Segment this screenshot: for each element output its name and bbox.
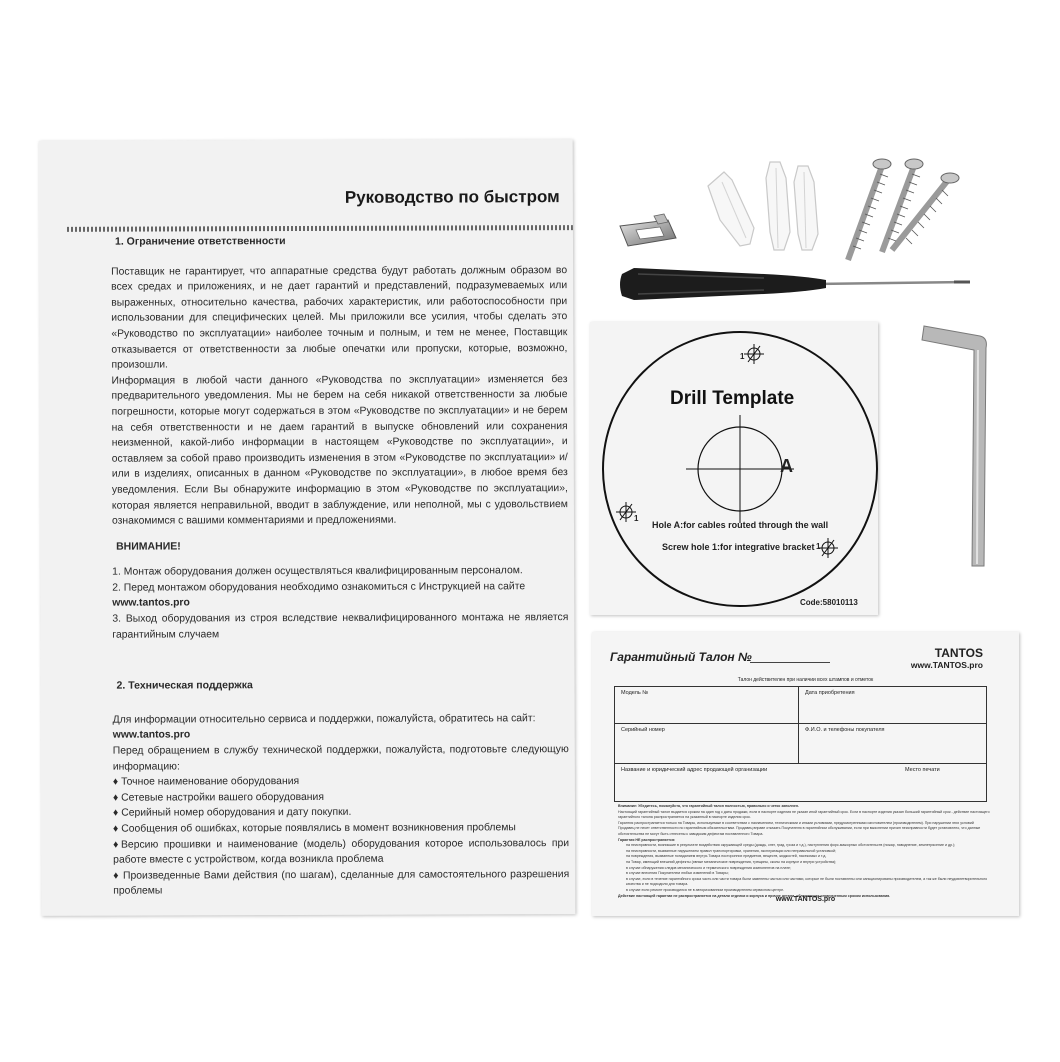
fine-print-line: Гарантия распространяется только на Товары, используемые в соответствии с назначением, техническими и иными условиями, предусмотренными изготовителем (производителем). При нарушении этих условий Продавец не несет ответственности по гарантийным обязательствам. Продавец вправе отказать Покупателю в гарантийном обслуживании, если при выяснении причин неисправности будет установлено, что данные обстоятельства не могут быть отнесены к заводским дефектам поставленного Товара.	[618, 820, 981, 836]
warning-item: 1. Монтаж оборудования должен осуществляться квалифицированным персоналом.	[112, 565, 523, 578]
fine-print-line: на повреждения, вызванные попаданием внутрь Товара посторонних предметов, веществ, жидкостей, насекомых и т.д.	[626, 854, 827, 859]
field-serial: Серийный номер	[621, 727, 665, 733]
fine-print-line: в случае, если в течение гарантийного срока часть или части товара были заменены частью или частями, которые не были поставлены или санкционированы производителем, а так же были неудовлетворительного качества и не подходили для товара.	[626, 876, 988, 887]
warning-heading: ВНИМАНИЕ!	[116, 540, 181, 553]
support-item: ♦ Сообщения об ошибках, которые появлялись в момент возникновения проблемы	[113, 822, 516, 835]
fine-print-line: на неисправности, возникшие в результате воздействия окружающей среды (дождь, снег, град, гроза и т.д.), наступления форс-мажорных обстоятельств (пожар, наводнение, землетрясение и др.);	[626, 843, 956, 848]
manual-body	[111, 233, 570, 900]
warranty-number-line	[750, 662, 830, 663]
section1-heading: 1. Ограничение ответственности	[114, 235, 286, 248]
section1-paragraph-2: Информация в любой части данного «Руководства по эксплуатации» изменяется без предварительного уведомления. Мы не берем на себя никакой ответственности за любые погрешности, которые могут содержаться в этом «Руководстве по эксплуатации» и не берем на себя ответственности и не даем гарантий в выпуске обновлений или сохранения неизменной, какой-либо информации в настоящем «Руководстве по эксплуатации», и оставляем за собой право производить изменения в этом «Руководстве по эксплуатации» и/или в изделиях, описанных в данном «Руководстве по эксплуатации», в любое время без уведомления. Если Вы обнаружите информацию в этом «Руководстве по эксплуатации», которая является неправильной, вводит в заблуждение, или неполной, мы с удовольствием ознакомимся с вашими комментариями и предложениями.	[111, 373, 568, 527]
screws-icon	[836, 152, 966, 264]
fine-print-line: Внимание: Убедитесь, пожалуйста, что гарантийный талон полностью, правильно и четко заполнен.	[618, 804, 800, 808]
screw-hole-description: Screw hole 1:for integrative bracket	[662, 542, 815, 552]
section2-heading: 2. Техническая поддержка	[116, 679, 253, 692]
drill-template-title: Drill Template	[670, 388, 795, 409]
fine-print-line: Действие настоящей гарантии не распространяется на детали отделки и корпуса и прочие детали, обладающие ограниченным сроком использования.	[618, 893, 891, 898]
support-item: ♦Версию прошивки и наименование (модель) оборудования которое использовалось при работе вместе с устройством, когда возникла проблема	[113, 837, 570, 866]
field-seller: Название и юридический адрес продающей организации	[621, 767, 768, 773]
warning-item-site: www.tantos.pro	[112, 597, 190, 610]
field-purchase-date: Дата приобретения	[805, 690, 855, 696]
fine-print-line: Гарантия НЕ распространяется:	[618, 837, 676, 842]
warranty-fields-table	[614, 686, 987, 802]
warranty-card	[592, 632, 1019, 916]
manual-dotted-rule	[67, 225, 573, 232]
fine-print-line: в случае если ремонт производился не в авторизованном производителем сервисном центре.	[626, 887, 785, 892]
warranty-fine-print	[618, 804, 990, 899]
support-item: ♦ Серийный номер оборудования и дату покупки.	[112, 807, 352, 820]
template-code: Code:58010113	[800, 598, 858, 607]
screw-hole-label-right: 1	[816, 542, 821, 551]
fine-print-line: на неисправности, вызванные нарушением правил транспортировки, хранения, эксплуатации или неправильной установкой;	[626, 848, 837, 853]
warning-item: 2. Перед монтажом оборудования необходимо ознакомиться с Инструкцией на сайте	[112, 581, 526, 594]
quick-guide-sheet	[39, 139, 576, 916]
allen-key-icon	[916, 320, 996, 572]
support-item: ♦ Точное наименование оборудования	[112, 776, 300, 788]
warranty-footer-site: www.TANTOS.pro	[775, 896, 836, 903]
field-model: Модель №	[621, 690, 649, 696]
section2-paragraph-1: Для информации относительно сервиса и поддержки, пожалуйста, обратитесь на сайт:	[112, 713, 536, 726]
warning-item: 3. Выход оборудования из строя вследствие неквалифицированного монтажа не является гарантийным случаем	[112, 612, 569, 641]
brand-site: www.TANTOS.pro	[910, 660, 983, 670]
field-buyer: Ф.И.О. и телефоны покупателя	[805, 727, 885, 733]
screw-hole-label-left: 1	[634, 514, 639, 523]
metal-clip-icon	[614, 212, 684, 254]
warranty-validity-note: Талон действителен при наличии всех штампов и отметок	[737, 677, 874, 683]
fine-print-line: на Товар, имеющий внешний дефекты (явные механические повреждения, трещины, сколы на корпусе и внутри устройства);	[626, 859, 837, 864]
section2-paragraph-2: Перед обращением в службу технической поддержки, пожалуйста, подготовьте следующую информацию:	[112, 744, 569, 773]
section1-paragraph-1: Поставщик не гарантирует, что аппаратные средства будут работать должным образом во всех средах и приложениях, и не дает гарантий и представлений, подразумеваемых или выраженных, относительно качества, рабочих характеристик, или работоспособности при использовании для специфических целей. Мы приложили все усилия, чтобы сделать это «Руководство по эксплуатации» наиболее точным и полным, и тем не менее, Поставщик отказывается от ответственности за любые опечатки или пропуски, которые, возможно, произошли.	[111, 264, 568, 371]
hole-a-description: Hole A:for cables routed through the wall	[652, 520, 829, 530]
wall-plugs-icon	[700, 158, 832, 258]
fine-print-line: Настоящий гарантийный талон выдается сроком на один год с даты продажи, если в паспорте изделия не указан иной гарантийный срок. Если в паспорте изделия указан больший гарантийный срок - действие настоящего гарантийного талона распространяется на указанный в паспорте изделия срок.	[618, 809, 990, 820]
drill-template-sheet	[590, 322, 878, 615]
screwdriver-icon	[614, 262, 972, 310]
hole-a-letter: A	[780, 456, 793, 476]
field-stamp: Место печати	[905, 767, 940, 773]
brand-name: TANTOS	[934, 646, 983, 660]
screw-hole-label-top: 1	[740, 352, 745, 361]
drill-template-graphic	[590, 322, 878, 615]
support-item: ♦ Сетевые настройки вашего оборудования	[112, 791, 324, 804]
section2-site: www.tantos.pro	[112, 729, 191, 742]
manual-title: Руководство по быстром	[344, 187, 560, 207]
warranty-title: Гарантийный Талон №	[610, 650, 752, 664]
support-item: ♦ Произведенные Вами действия (по шагам), сделанные для самостоятельного разрешения проблемы	[113, 868, 570, 898]
fine-print-line: в случае обнаружения следов механического и термического повреждения компонентов на плате;	[626, 865, 791, 870]
fine-print-line: в случае внесения Покупателем любых изменений в Товары;	[626, 871, 729, 876]
